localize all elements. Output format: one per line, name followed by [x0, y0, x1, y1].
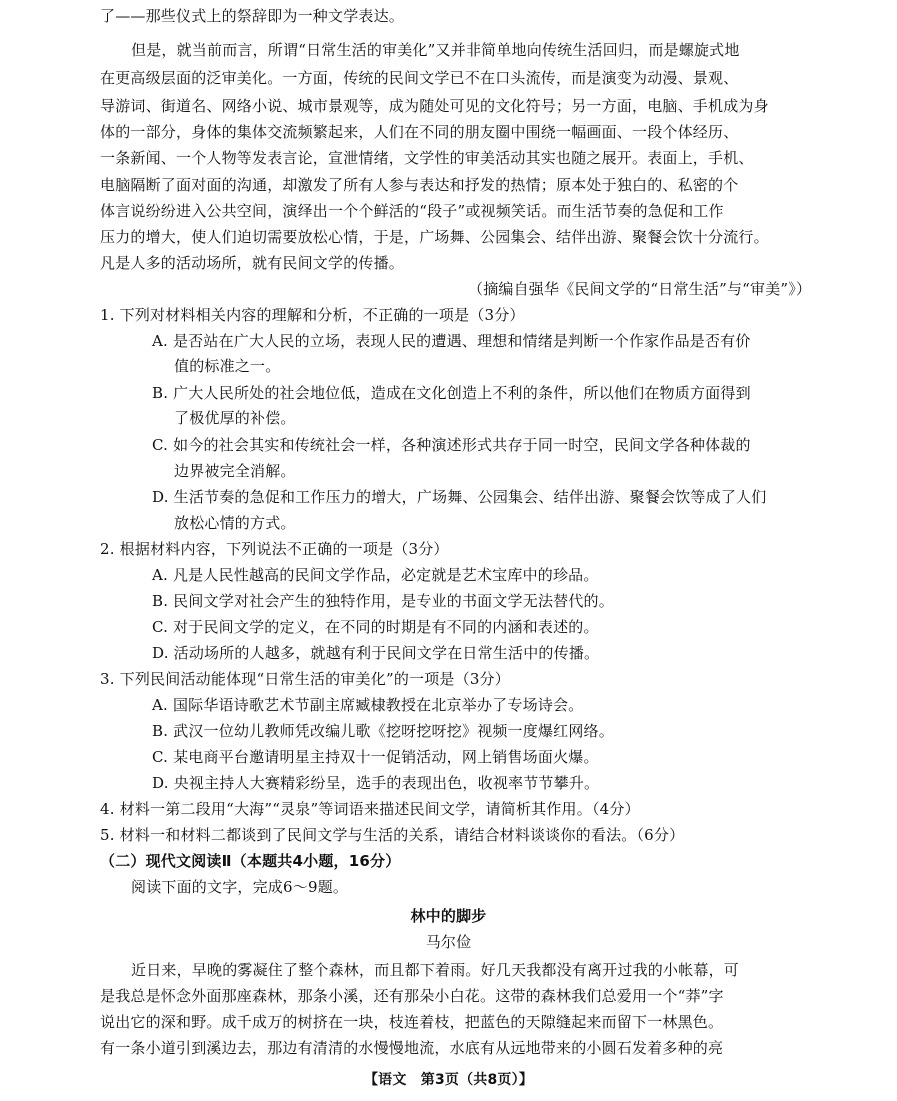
question-2-option-a: A. 凡是人民性越高的民间文学作品，必定就是艺术宝库中的珍品。 [152, 566, 599, 584]
question-1-option-a: A. 是否站在广大人民的立场，表现人民的遭遇、理想和情绪是判断一个作家作品是否有价 [152, 332, 751, 350]
source-citation: （摘编自强华《民间文学的“日常生活”与“审美”》） [468, 280, 812, 298]
page-footer: 【语文 第3页（共8页）】 [363, 1072, 534, 1088]
story-line: 说出它的深和野。成千成万的树挤在一块，枝连着枝，把蓝色的天隙缝起来而留下一林黑色。 [100, 1013, 724, 1031]
question-1-option-d: D. 生活节奏的急促和工作压力的增大，广场舞、公园集会、结伴出游、聚餐会饮等成了人们 [152, 488, 767, 506]
question-1-option-a-cont: 值的标准之一。 [174, 357, 281, 375]
material-line: 导游词、街道名、网络小说、城市景观等，成为随处可见的文化符号；另一方面，电脑、手机成为身 [100, 97, 769, 115]
question-3-option-d: D. 央视主持人大赛精彩纷呈，选手的表现出色，收视率节节攀升。 [152, 774, 600, 792]
question-2-option-c: C. 对于民间文学的定义，在不同的时期是有不同的内涵和表述的。 [152, 618, 599, 636]
question-4: 4. 材料一第二段用“大海”“灵泉”等词语来描述民间文学，请简析其作用。（4分） [100, 800, 640, 818]
material-line: 一条新闻、一个人物等发表言论，宣泄情绪，文学性的审美活动其实也随之展开。表面上，手机、 [100, 149, 754, 167]
material-line: 凡是人多的活动场所，就有民间文学的传播。 [100, 254, 405, 272]
story-author: 马尔俭 [425, 933, 472, 951]
section-heading: （二）现代文阅读Ⅱ（本题共4小题，16分） [100, 852, 401, 870]
question-5: 5. 材料一和材料二都谈到了民间文学与生活的关系，请结合材料谈谈你的看法。（6分） [100, 826, 685, 844]
material-line: 电脑隔断了面对面的沟通，却激发了所有人参与表达和抒发的热情；原本处于独白的、私密的个 [100, 176, 739, 194]
section-instruction: 阅读下面的文字，完成6～9题。 [131, 878, 349, 896]
material-line: 了——那些仪式上的祭辞即为一种文学表达。 [100, 7, 405, 25]
question-2-option-d: D. 活动场所的人越多，就越有利于民间文学在日常生活中的传播。 [152, 644, 600, 662]
question-1-stem: 1. 下列对材料相关内容的理解和分析，不正确的一项是（3分） [100, 306, 525, 324]
material-line: 体的一部分，身体的集体交流频繁起来，人们在不同的朋友圈中围绕一幅画面、一段个体经历、 [100, 123, 739, 141]
question-1-option-b: B. 广大人民所处的社会地位低，造成在文化创造上不利的条件，所以他们在物质方面得到 [152, 384, 751, 402]
story-line: 有一条小道引到溪边去，那边有清清的水慢慢地流，水底有从远地带来的小圆石发着多种的亮 [100, 1039, 724, 1057]
question-1-option-d-cont: 放松心情的方式。 [174, 514, 296, 532]
question-2-stem: 2. 根据材料内容，下列说法不正确的一项是（3分） [100, 540, 449, 558]
story-title: 林中的脚步 [410, 907, 487, 925]
question-3-option-b: B. 武汉一位幼儿教师凭改编儿歌《挖呀挖呀挖》视频一度爆红网络。 [152, 722, 614, 740]
question-2-option-b: B. 民间文学对社会产生的独特作用，是专业的书面文学无法替代的。 [152, 592, 614, 610]
material-line: 压力的增大，使人们迫切需要放松心情，于是，广场舞、公园集会、结伴出游、聚餐会饮十分流行。 [100, 228, 769, 246]
question-1-option-c: C. 如今的社会其实和传统社会一样，各种演述形式共存于同一时空，民间文学各种体裁的 [152, 436, 751, 454]
question-3-option-c: C. 某电商平台邀请明星主持双十一促销活动，网上销售场面火爆。 [152, 748, 599, 766]
material-line: 但是，就当前而言，所谓“日常生活的审美化”又并非简单地向传统生活回归，而是螺旋式地 [131, 41, 740, 59]
story-line: 是我总是怀念外面那座森林，那条小溪，还有那朵小白花。这带的森林我们总爱用一个“莽”字 [100, 987, 724, 1005]
material-line: 在更高级层面的泛审美化。一方面，传统的民间文学已不在口头流传，而是演变为动漫、景观、 [100, 69, 739, 87]
question-1-option-b-cont: 了极优厚的补偿。 [174, 409, 296, 427]
question-3-stem: 3. 下列民间活动能体现“日常生活的审美化”的一项是（3分） [100, 670, 510, 688]
material-line: 体言说纷纷进入公共空间，演绎出一个个鲜活的“段子”或视频笑话。而生活节奏的急促和工作 [100, 202, 724, 220]
question-1-option-c-cont: 边界被完全消解。 [174, 462, 296, 480]
story-line: 近日来，早晚的雾凝住了整个森林，而且都下着雨。好几天我都没有离开过我的小帐幕，可 [131, 961, 740, 979]
question-3-option-a: A. 国际华语诗歌艺术节副主席臧棣教授在北京举办了专场诗会。 [152, 696, 584, 714]
